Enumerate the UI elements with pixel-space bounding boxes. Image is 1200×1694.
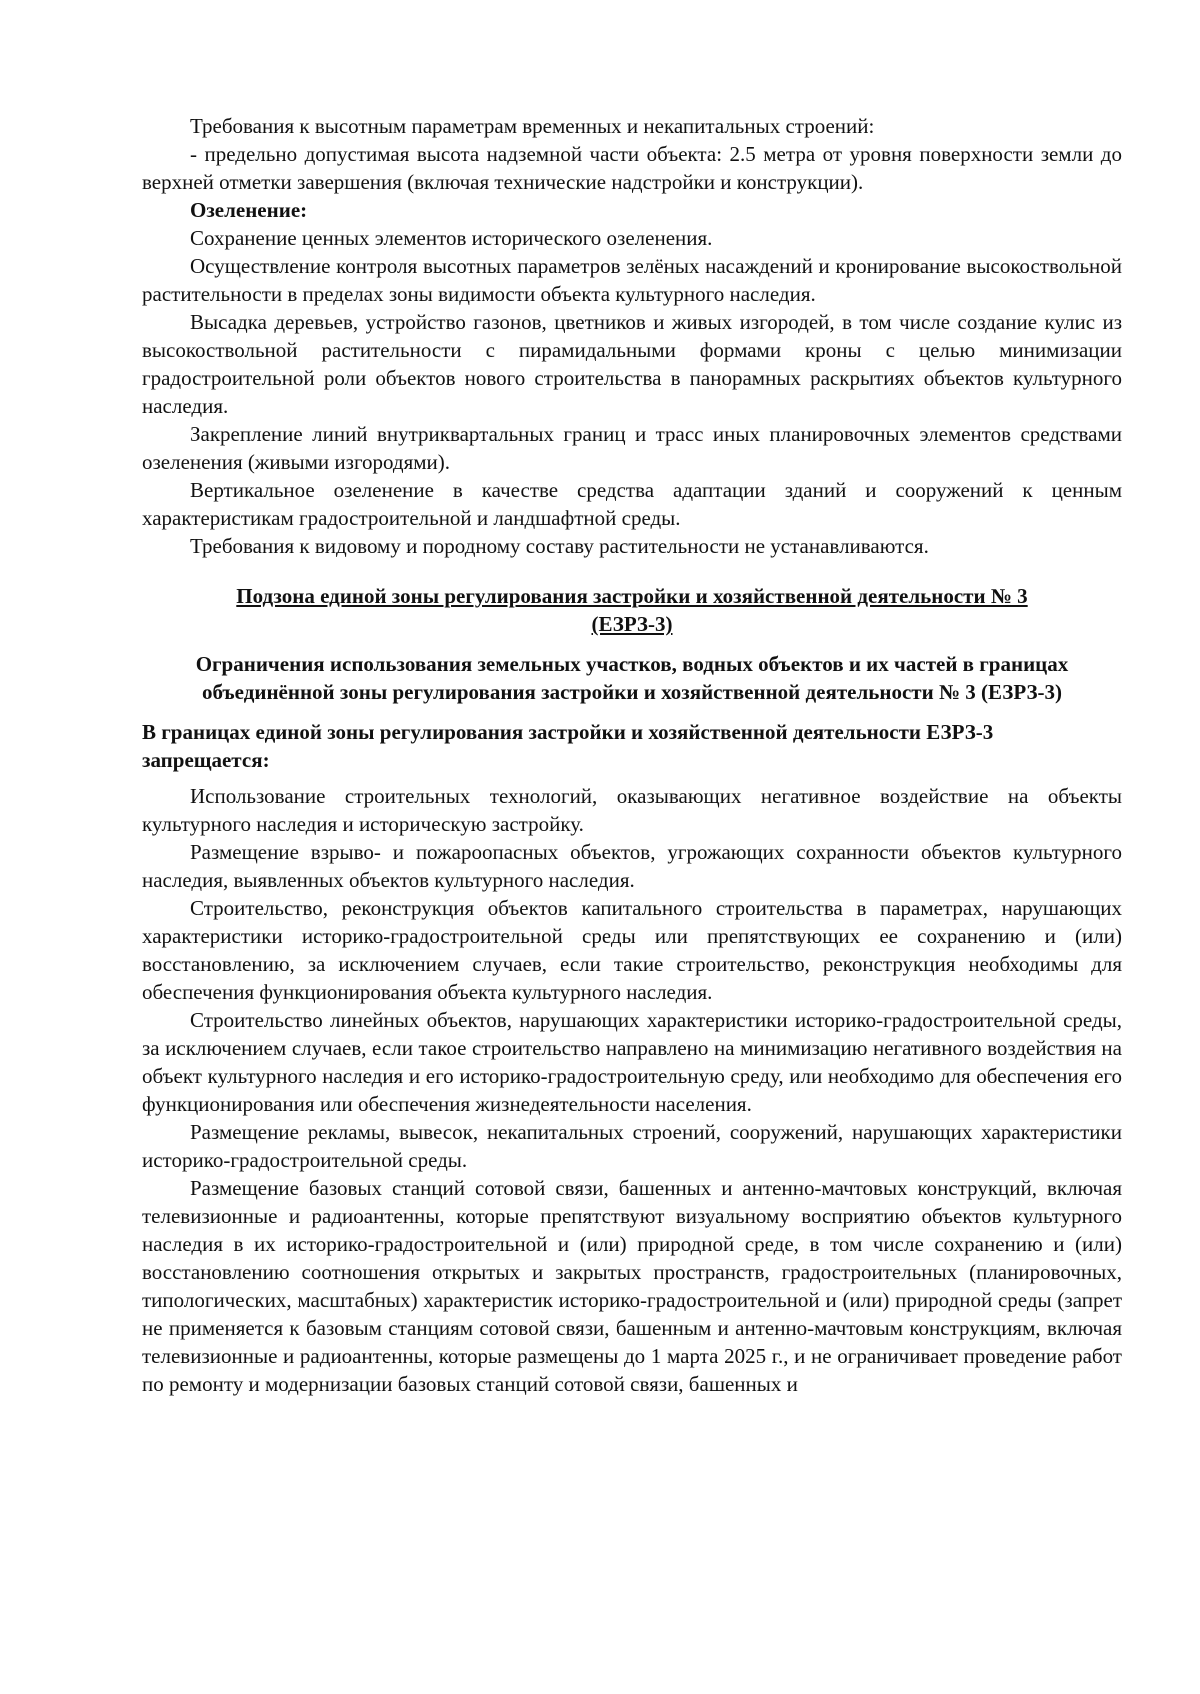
paragraph: - предельно допустимая высота надземной части объекта: 2.5 метра от уровня поверхности земли до верхней отметки завершения (включая технические надстройки и конструкции).	[142, 142, 1122, 194]
paragraph: Требования к видовому и породному составу растительности не устанавливаются.	[190, 534, 929, 558]
paragraph: Закрепление линий внутриквартальных границ и трасс иных планировочных элементов средствами озеленения (живыми изгородями).	[142, 422, 1122, 474]
subzone-title-line1: Подзона единой зоны регулирования застройки и хозяйственной деятельности № 3	[236, 584, 1028, 608]
paragraph: Строительство линейных объектов, нарушающих характеристики историко-градостроительной среды, за исключением случаев, если такое строительство направлено на минимизацию негативного воздействия на объект культурного наследия и его историко-градостроительную среду, или необходимо для обеспечения его функционирования или обеспечения жизнедеятельности населения.	[142, 1008, 1122, 1116]
paragraph: Использование строительных технологий, оказывающих негативное воздействие на объекты культурного наследия и историческую застройку.	[142, 784, 1122, 836]
document-body	[142, 112, 1122, 1398]
paragraph: Размещение взрыво- и пожароопасных объектов, угрожающих сохранности объектов культурного наследия, выявленных объектов культурного наследия.	[142, 840, 1122, 892]
prohibited-heading: В границах единой зоны регулирования застройки и хозяйственной деятельности ЕЗРЗ-3 запрещается:	[142, 720, 994, 772]
subzone-title	[142, 582, 1122, 638]
section-heading-greening: Озеленение:	[190, 198, 308, 222]
paragraph: Требования к высотным параметрам временных и некапитальных строений:	[190, 114, 875, 138]
restrictions-subtitle: Ограничения использования земельных участков, водных объектов и их частей в границах объединённой зоны регулирования застройки и хозяйственной деятельности № 3 (ЕЗРЗ-3)	[195, 652, 1069, 704]
paragraph: Сохранение ценных элементов исторического озеленения.	[190, 226, 713, 250]
paragraph: Размещение базовых станций сотовой связи, башенных и антенно-мачтовых конструкций, включая телевизионные и радиоантенны, которые препятствуют визуальному восприятию объектов культурного наследия в их историко-градостроительной и (или) природной среде, в том числе сохранению и (или) восстановлению соотношения открытых и закрытых пространств, градостроительных (планировочных, типологических, масштабных) характеристик историко-градостроительной и (или) природной среды (запрет не применяется к базовым станциям сотовой связи, башенным и антенно-мачтовым конструкциям, включая телевизионные и радиоантенны, которые размещены до 1 марта 2025 г., и не ограничивает проведение работ по ремонту и модернизации базовых станций сотовой связи, башенных и	[142, 1176, 1122, 1396]
paragraph: Высадка деревьев, устройство газонов, цветников и живых изгородей, в том числе создание кулис из высокоствольной растительности с пирамидальными формами кроны с целью минимизации градостроительной роли объектов нового строительства в панорамных раскрытиях объектов культурного наследия.	[142, 310, 1122, 418]
subzone-title-line2: (ЕЗРЗ-3)	[591, 612, 673, 636]
paragraph: Размещение рекламы, вывесок, некапитальных строений, сооружений, нарушающих характеристики историко-градостроительной среды.	[142, 1120, 1122, 1172]
paragraph: Осуществление контроля высотных параметров зелёных насаждений и кронирование высокоствольной растительности в пределах зоны видимости объекта культурного наследия.	[142, 254, 1122, 306]
paragraph: Строительство, реконструкция объектов капитального строительства в параметрах, нарушающих характеристики историко-градостроительной среды или препятствующих ее сохранению и (или) восстановлению, за исключением случаев, если такие строительство, реконструкция необходимы для обеспечения функционирования объекта культурного наследия.	[142, 896, 1122, 1004]
paragraph: Вертикальное озеленение в качестве средства адаптации зданий и сооружений к ценным характеристикам градостроительной и ландшафтной среды.	[142, 478, 1122, 530]
